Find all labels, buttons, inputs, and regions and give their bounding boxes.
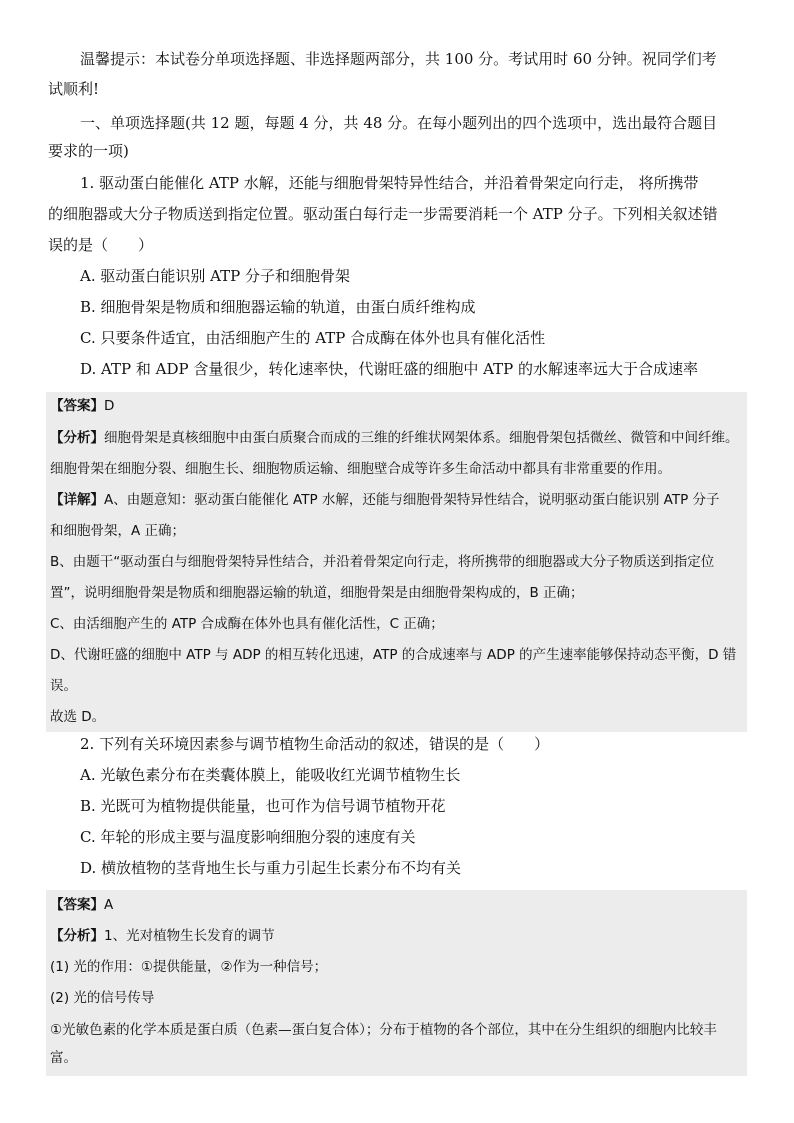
answer-value: A [104, 897, 114, 913]
question-1-stem: 1. 驱动蛋白能催化 ATP 水解，还能与细胞骨架特异性结合，并沿着骨架定向行走， 将所携带 [80, 174, 699, 192]
analysis-text: ①光敏色素的化学本质是蛋白质（色素—蛋白复合体）；分布于植物的各个部位，其中在分生组织的细胞内比较丰 [50, 1022, 717, 1038]
answer-tag: 【答案】 [50, 398, 104, 414]
analysis-tag: 【分析】 [50, 928, 104, 944]
detail-line [50, 490, 720, 510]
question-1-stem: 误的是（ ） [48, 236, 154, 254]
analysis-line [50, 428, 739, 448]
detail-text: C、由活细胞产生的 ATP 合成酶在体外也具有催化活性，C 正确； [50, 616, 444, 632]
analysis-text: 细胞骨架是真核细胞中由蛋白质聚合而成的三维的纤维状网架体系。细胞骨架包括微丝、微管和中间纤维。 [104, 430, 739, 446]
question-2-option-b: B. 光既可为植物提供能量，也可作为信号调节植物开花 [80, 797, 446, 815]
detail-text: 故选 D。 [50, 709, 106, 725]
analysis-text: 富。 [50, 1050, 77, 1066]
analysis-tag: 【分析】 [50, 430, 104, 446]
analysis-line [50, 926, 275, 946]
detail-text: 和细胞骨架，A 正确； [50, 523, 186, 539]
question-1-option-b: B. 细胞骨架是物质和细胞器运输的轨道，由蛋白质纤维构成 [80, 298, 476, 316]
question-1-option-a: A. 驱动蛋白能识别 ATP 分子和细胞骨架 [80, 267, 351, 285]
question-2-stem: 2. 下列有关环境因素参与调节植物生命活动的叙述，错误的是（ ） [80, 735, 550, 753]
question-2-option-d: D. 横放植物的茎背地生长与重力引起生长素分布不均有关 [80, 859, 462, 877]
answer-tag: 【答案】 [50, 897, 104, 913]
detail-text: B、由题干“驱动蛋白与细胞骨架特异性结合，并沿着骨架定向行走，将所携带的细胞器或大分子物质送到指定位 [50, 554, 715, 570]
detail-text: A、由题意知：驱动蛋白能催化 ATP 水解，还能与细胞骨架特异性结合，说明驱动蛋白能识别 ATP 分子 [104, 492, 720, 508]
section-heading: 一、单项选择题(共 12 题，每题 4 分，共 48 分。在每小题列出的四个选项中，选出最符合题目 [80, 114, 718, 132]
detail-tag: 【详解】 [50, 492, 104, 508]
question-2-option-c: C. 年轮的形成主要与温度影响细胞分裂的速度有关 [80, 828, 416, 846]
analysis-text: 细胞骨架在细胞分裂、细胞生长、细胞物质运输、细胞壁合成等许多生命活动中都具有非常重要的作用。 [50, 461, 671, 477]
analysis-text: (2) 光的信号传导 [50, 990, 155, 1006]
answer-line [50, 396, 114, 416]
analysis-text: 1、光对植物生长发育的调节 [104, 928, 275, 944]
detail-text: D、代谢旺盛的细胞中 ATP 与 ADP 的相互转化迅速，ATP 的合成速率与 ADP 的产生速率能够保持动态平衡，D 错 [50, 647, 737, 663]
question-1-stem: 的细胞器或大分子物质送到指定位置。驱动蛋白每行走一步需要消耗一个 ATP 分子。下列相关叙述错 [48, 205, 718, 223]
analysis-text: (1) 光的作用：①提供能量，②作为一种信号； [50, 959, 328, 975]
section-heading-cont: 要求的一项) [48, 142, 129, 160]
question-1-option-c: C. 只要条件适宜，由活细胞产生的 ATP 合成酶在体外也具有催化活性 [80, 329, 546, 347]
question-1-option-d: D. ATP 和 ADP 含量很少，转化速率快，代谢旺盛的细胞中 ATP 的水解速率远大于合成速率 [80, 360, 699, 378]
question-2-option-a: A. 光敏色素分布在类囊体膜上，能吸收红光调节植物生长 [80, 766, 461, 784]
question-2-solution-box [46, 890, 747, 1076]
question-1-solution-box [46, 392, 747, 732]
answer-line [50, 895, 113, 915]
exam-tip: 温馨提示：本试卷分单项选择题、非选择题两部分，共 100 分。考试用时 60 分钟。祝同学们考 [80, 50, 717, 68]
exam-tip-cont: 试顺利! [48, 80, 100, 98]
answer-value: D [104, 398, 115, 414]
detail-text: 误。 [50, 678, 77, 694]
detail-text: 置”，说明细胞骨架是物质和细胞器运输的轨道，细胞骨架是由细胞骨架构成的，B 正确； [50, 585, 584, 601]
